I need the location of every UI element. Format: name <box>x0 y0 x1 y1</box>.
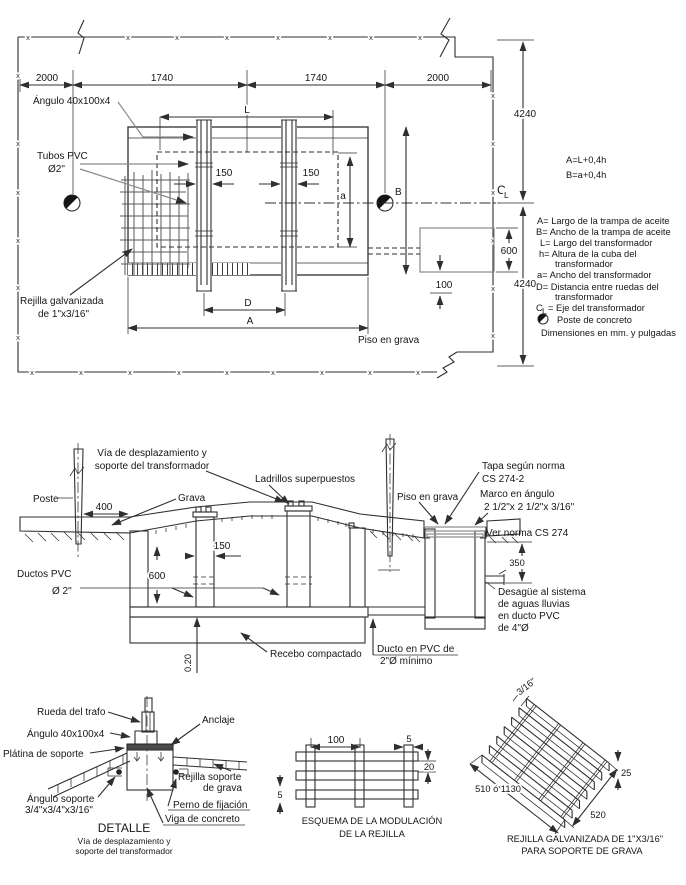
legend-item: transformador <box>555 292 613 302</box>
wall <box>475 531 485 618</box>
wall <box>350 528 365 607</box>
dim-L: L <box>244 105 250 116</box>
dim-D: D <box>244 298 252 309</box>
fence-mark: x <box>276 33 280 42</box>
fence-mark: x <box>16 71 20 80</box>
drain-label-2: de aguas lluvias <box>498 599 570 610</box>
compacted-fill <box>130 617 365 643</box>
fence-mark: x <box>369 33 373 42</box>
fence-mark: x <box>225 33 229 42</box>
pvc-tubes-label-2: Ø2" <box>48 164 65 175</box>
pit-outline <box>128 127 368 275</box>
grating-caption-1: REJILLA GALVANIZADA DE 1"X3/16" <box>506 834 664 844</box>
grid-label-2: de 1"x3/16" <box>38 309 90 320</box>
norm-label: Ver norma CS 274 <box>486 528 569 539</box>
section-labels <box>17 448 586 667</box>
detail-title: DETALLE <box>97 821 151 835</box>
fence-mark: x <box>491 91 495 100</box>
frame-label-2: 2 1/2"x 2 1/2"x 3/16" <box>484 502 575 513</box>
fence-mark: x <box>271 368 275 377</box>
fixing-bolts <box>108 768 188 776</box>
drain-label-1: Desagüe al sistema <box>498 587 586 598</box>
support-angle-label-2: 3/4"x3/4"x3/16" <box>25 805 93 816</box>
grating-dimensions <box>470 676 631 834</box>
anchor-bolts <box>134 752 164 761</box>
break-symbol <box>437 352 457 378</box>
fence-mark: x <box>491 284 495 293</box>
transformer-outline <box>157 152 338 247</box>
angle-profile <box>135 731 157 744</box>
drain-duct-channel <box>368 607 425 615</box>
dim-150: 150 <box>213 541 231 552</box>
fence-mark: x <box>30 368 34 377</box>
floor-slab <box>130 607 368 617</box>
post-label: Poste <box>33 494 59 505</box>
grating-label-1: Rejilla soporte <box>178 772 242 783</box>
beam-label: Viga de concreto <box>165 814 240 825</box>
fence-mark: x <box>491 188 495 197</box>
module-caption-2: DE LA REJILLA <box>339 829 405 839</box>
ducts-label-2: Ø 2" <box>52 586 72 597</box>
track-label-2: soporte del transformador <box>94 461 210 472</box>
wall <box>287 511 310 607</box>
formula-b: B=a+0,4h <box>566 170 607 180</box>
wheel-label: Rueda del trafo <box>37 707 106 718</box>
dim-depth: 25 <box>621 768 632 778</box>
wall <box>196 517 214 607</box>
grating-caption-2: PARA SOPORTE DE GRAVA <box>521 846 643 856</box>
legend-item: D= Distancia entre ruedas del <box>536 282 659 292</box>
legend-item: Poste de concreto <box>557 315 632 325</box>
angle-label: Ángulo 40x100x4 <box>33 96 111 107</box>
fence-outline <box>16 18 495 378</box>
dim-150-a: 150 <box>215 168 233 179</box>
legend-cl-c: C <box>536 303 543 313</box>
post-b-label: B <box>395 187 402 198</box>
lid-label-2: CS 274-2 <box>482 474 525 485</box>
gravel-label: Grava <box>178 493 206 504</box>
wall <box>425 529 435 618</box>
legend-item: B= Ancho de la trampa de aceite <box>536 227 671 237</box>
legend-item: transformador <box>555 259 613 269</box>
legend-cl-l: L <box>542 306 547 316</box>
transformer-wheel <box>142 712 154 732</box>
centerline-symbol <box>497 183 509 200</box>
fence-mark: x <box>416 368 420 377</box>
dim-100: 100 <box>435 280 453 291</box>
track-label-1: Vía de desplazamiento y <box>97 448 207 459</box>
plan-dimensions <box>128 40 537 366</box>
dim-2000-left: 2000 <box>35 73 59 84</box>
fill-label: Recebo compactado <box>270 649 362 660</box>
legend-item: A= Largo de la trampa de aceite <box>537 216 670 226</box>
legend-item: a= Ancho del transformador <box>537 270 652 280</box>
frame-label-1: Marco en ángulo <box>480 489 555 500</box>
module-grid <box>296 745 418 807</box>
dim-4240-bottom: 4240 <box>513 279 537 290</box>
dim-length: 510 ó 1130 <box>475 784 521 794</box>
fence-mark: x <box>328 33 332 42</box>
fence-mark: x <box>418 33 422 42</box>
plate-label: Plátina de soporte <box>3 749 84 760</box>
fence-mark: x <box>26 33 30 42</box>
top-dimension-row <box>20 70 491 194</box>
fence-mark: x <box>320 368 324 377</box>
wheel-stem <box>145 698 152 712</box>
dim-020: 0.20 <box>183 653 193 672</box>
plan-view <box>16 18 676 378</box>
drain-pipe <box>485 570 506 585</box>
pit-bottom-hatch <box>128 263 250 275</box>
bricks-label: Ladrillos superpuestos <box>255 474 356 485</box>
dim-width: 520 <box>590 810 606 820</box>
right-grating-band <box>173 757 247 770</box>
grating-detail <box>470 676 663 856</box>
dim-600-depth: 600 <box>148 571 166 582</box>
dim-20: 20 <box>423 762 435 772</box>
grating-label-2: de grava <box>203 783 242 794</box>
dim-1740-b: 1740 <box>304 73 328 84</box>
duct-dashes <box>368 248 420 254</box>
fence-mark: x <box>16 333 20 342</box>
angle-label: Ángulo 40x100x4 <box>27 729 105 740</box>
legend-item: Dimensiones en mm. y pulgadas <box>541 328 676 338</box>
concrete-posts <box>61 187 402 211</box>
dim-150-b: 150 <box>302 168 320 179</box>
dim-5-top: 5 <box>406 734 412 744</box>
section-dimensions <box>84 502 532 673</box>
duct-label-1: Ducto en PVC de <box>377 644 455 655</box>
dim-thickness: 3/16" <box>514 676 538 698</box>
module-caption-1: ESQUEMA DE LA MODULACIÓN <box>301 816 443 826</box>
legend-item: L= Largo del transformador <box>540 238 653 248</box>
legend-item: = Eje del transformador <box>548 303 645 313</box>
legend <box>536 155 676 338</box>
plan-labels <box>20 94 420 346</box>
fence-mark: x <box>79 368 83 377</box>
gravel-floor-label: Piso en grava <box>397 492 459 503</box>
formula-a: A=L+0,4h <box>566 155 607 165</box>
wall <box>130 531 148 607</box>
fence-mark: x <box>368 368 372 377</box>
cl-symbol-c: C <box>497 183 506 197</box>
dim-a: a <box>340 191 346 202</box>
drain-label-3: en ducto PVC <box>498 611 560 622</box>
section-view <box>17 434 586 673</box>
dim-A: A <box>246 316 254 327</box>
fence-mark: x <box>491 139 495 148</box>
bolt-label: Perno de fijación <box>173 800 248 811</box>
fence-mark: x <box>491 331 495 340</box>
cl-symbol-l: L <box>504 190 509 200</box>
support-angle-label-1: Ángulo soporte <box>27 794 95 805</box>
fence-mark: x <box>128 368 132 377</box>
dim-5-left: 5 <box>277 790 283 800</box>
fence-mark: x <box>225 368 229 377</box>
oil-trap-pit <box>120 118 368 293</box>
pit-walls <box>130 501 485 643</box>
fence-mark: x <box>16 188 20 197</box>
fence-mark: x <box>175 33 179 42</box>
dim-4240-top: 4240 <box>513 109 537 120</box>
chamber-floor <box>425 617 485 629</box>
legend-item: h= Altura de la cuba del <box>539 249 637 259</box>
soil-hatch-left <box>25 532 124 542</box>
dim-1740-a: 1740 <box>150 73 174 84</box>
fence-mark: x <box>16 236 20 245</box>
drain-label-4: de 4"Ø <box>498 623 529 634</box>
post-b <box>374 192 393 211</box>
fence-mark: x <box>16 283 20 292</box>
detail-subtitle-2: soporte del transformador <box>75 846 173 856</box>
drain-box <box>368 228 518 309</box>
duct-label-2: 2"Ø mínimo <box>380 656 433 667</box>
pvc-tubes-label-1: Tubos PVC <box>37 151 88 162</box>
detail-subtitle-1: Vía de desplazamiento y <box>77 836 171 846</box>
dim-600: 600 <box>500 246 518 257</box>
support-plate <box>127 744 173 750</box>
fence-mark: x <box>16 139 20 148</box>
grating-bars <box>482 698 609 827</box>
grid-label-1: Rejilla galvanizada <box>20 296 104 307</box>
lid-label-1: Tapa según norma <box>482 461 565 472</box>
module-detail <box>277 734 442 839</box>
gravel-floor-label: Piso en grava <box>358 335 420 346</box>
dim-350: 350 <box>509 558 525 568</box>
dim-100: 100 <box>327 735 345 746</box>
drain-box-outline <box>420 228 494 272</box>
concrete-beam <box>127 750 173 790</box>
dim-2000-right: 2000 <box>426 73 450 84</box>
fence-mark: x <box>126 33 130 42</box>
anchor-label: Anclaje <box>202 715 235 726</box>
fence-mark: x <box>177 368 181 377</box>
support-detail <box>3 696 250 856</box>
left-post <box>74 449 83 544</box>
module-dimensions <box>277 734 436 814</box>
fence-mark: x <box>491 236 495 245</box>
fence-line <box>18 37 493 372</box>
post-a <box>61 192 80 211</box>
grid-ticks <box>156 515 413 538</box>
dim-400: 400 <box>95 502 113 513</box>
ducts-label-1: Ductos PVC <box>17 569 72 580</box>
